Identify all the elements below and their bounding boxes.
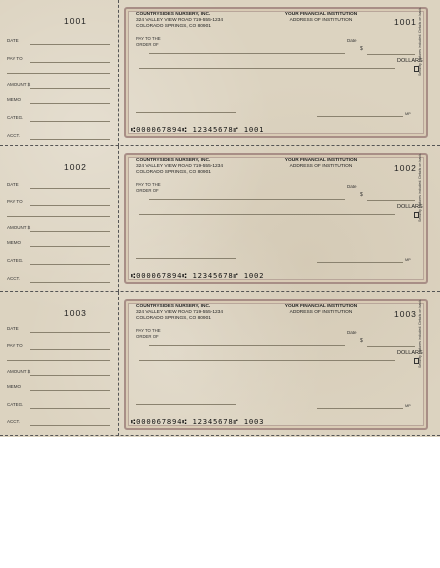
payee-line [149, 53, 345, 54]
dollars-label: DOLLARS [397, 204, 423, 210]
bank-block [271, 158, 371, 170]
perforation-vertical [118, 292, 119, 436]
micr-line: ⑆000067894⑆ 12345678⑈ 1001 [131, 125, 265, 134]
date-label: Date [347, 330, 357, 335]
stub-check-number: 1003 [64, 308, 87, 318]
dollar-sign: $ [360, 46, 363, 52]
bank-block [271, 12, 371, 24]
dollar-sign: $ [360, 338, 363, 344]
stub-memo-label: MEMO [7, 240, 21, 245]
dollars-label: DOLLARS [397, 350, 423, 356]
memo-line [136, 258, 236, 259]
company-address: 324 VALLEY VIEW ROAD 719-555-1234 [136, 18, 224, 23]
memo-line [136, 404, 236, 405]
stub-amount-line [30, 88, 110, 89]
micr-line: ⑆000067894⑆ 12345678⑈ 1003 [131, 417, 265, 426]
security-note: Security features included. Details on back. [418, 7, 422, 76]
mp-label: MP [405, 258, 411, 262]
dollar-sign: $ [360, 192, 363, 198]
company-name: COUNTRYSIDES NURSERY, INC. [136, 158, 211, 163]
stub-date-label: DATE [7, 38, 19, 43]
written-amount-line [139, 68, 395, 69]
stub-amount-label: AMOUNT $ [7, 225, 31, 230]
stub-categ-line [30, 121, 110, 122]
perforation-vertical [118, 146, 119, 292]
stub-check-number: 1001 [64, 16, 87, 26]
written-amount-line [139, 360, 395, 361]
stub-amount-label: AMOUNT $ [7, 369, 31, 374]
company-block [136, 304, 256, 322]
stub-payto-line [30, 62, 110, 63]
stub-acct-label: ACCT. [7, 276, 21, 281]
stub-date-label: DATE [7, 326, 19, 331]
bank-address: ADDRESS OF INSTITUTION [289, 18, 353, 23]
stub-line [7, 216, 110, 217]
stub-amount-line [30, 231, 110, 232]
stub-payto-label: PAY TO [7, 343, 23, 348]
company-city: COLORADO SPRINGS, CO 80901 [136, 170, 211, 175]
perforation-vertical [118, 0, 119, 146]
stub-line [7, 73, 110, 74]
bank-block [271, 304, 371, 316]
check-number: 1001 [394, 17, 417, 27]
check [121, 150, 431, 287]
check-row [0, 146, 440, 292]
stub-memo-label: MEMO [7, 97, 21, 102]
dollars-label: DOLLARS [397, 58, 423, 64]
stub-check-number: 1002 [64, 162, 87, 172]
signature-line [317, 116, 403, 117]
check-row [0, 0, 440, 146]
check [121, 296, 431, 433]
mp-label: MP [405, 404, 411, 408]
company-address: 324 VALLEY VIEW ROAD 719-555-1234 [136, 164, 224, 169]
memo-line [136, 112, 236, 113]
stub-categ-line [30, 264, 110, 265]
stub-acct-label: ACCT. [7, 133, 21, 138]
amount-box [367, 338, 415, 347]
perforation-horizontal [0, 435, 440, 436]
written-amount-line [139, 214, 395, 215]
date-label: Date [347, 184, 357, 189]
check-stub [0, 292, 118, 438]
payto-label: PAY TO THE ORDER OF [136, 182, 161, 193]
bank-address: ADDRESS OF INSTITUTION [289, 164, 353, 169]
company-city: COLORADO SPRINGS, CO 80901 [136, 24, 211, 29]
payee-line [149, 199, 345, 200]
stub-payto-label: PAY TO [7, 56, 23, 61]
stub-memo-label: MEMO [7, 384, 21, 389]
stub-payto-line [30, 349, 110, 350]
company-name: COUNTRYSIDES NURSERY, INC. [136, 12, 211, 17]
stub-categ-line [30, 408, 110, 409]
date-label: Date [347, 38, 357, 43]
company-block [136, 158, 256, 176]
stub-acct-label: ACCT. [7, 419, 21, 424]
stub-line [7, 360, 110, 361]
check-stub [0, 0, 118, 146]
stub-acct-line [30, 425, 110, 426]
stub-memo-line [30, 246, 110, 247]
stub-memo-line [30, 103, 110, 104]
company-block [136, 12, 256, 30]
check-number: 1002 [394, 163, 417, 173]
stub-date-line [30, 44, 110, 45]
payee-line [149, 345, 345, 346]
stub-categ-label: CATEG. [7, 402, 24, 407]
mp-label: MP [405, 112, 411, 116]
check-row [0, 292, 440, 438]
check [121, 4, 431, 141]
bank-name: YOUR FINANCIAL INSTITUTION [284, 304, 358, 309]
stub-amount-line [30, 375, 110, 376]
stub-categ-label: CATEG. [7, 115, 24, 120]
bank-address: ADDRESS OF INSTITUTION [289, 310, 353, 315]
bank-name: YOUR FINANCIAL INSTITUTION [284, 158, 358, 163]
signature-line [317, 262, 403, 263]
stub-payto-label: PAY TO [7, 199, 23, 204]
stub-categ-label: CATEG. [7, 258, 24, 263]
company-name: COUNTRYSIDES NURSERY, INC. [136, 304, 211, 309]
stub-date-line [30, 188, 110, 189]
stub-date-label: DATE [7, 182, 19, 187]
stub-memo-line [30, 390, 110, 391]
signature-line [317, 408, 403, 409]
company-address: 324 VALLEY VIEW ROAD 719-555-1234 [136, 310, 224, 315]
blank-area [0, 437, 440, 568]
check-number: 1003 [394, 309, 417, 319]
stub-acct-line [30, 282, 110, 283]
amount-box [367, 46, 415, 55]
security-note: Security features included. Details on back. [418, 299, 422, 368]
security-note: Security features included. Details on back. [418, 153, 422, 222]
stub-acct-line [30, 139, 110, 140]
payto-label: PAY TO THE ORDER OF [136, 328, 161, 339]
stub-date-line [30, 332, 110, 333]
stub-amount-label: AMOUNT $ [7, 82, 31, 87]
stub-payto-line [30, 205, 110, 206]
bank-name: YOUR FINANCIAL INSTITUTION [284, 12, 358, 17]
amount-box [367, 192, 415, 201]
micr-line: ⑆000067894⑆ 12345678⑈ 1002 [131, 271, 265, 280]
check-stub [0, 146, 118, 292]
company-city: COLORADO SPRINGS, CO 80901 [136, 316, 211, 321]
payto-label: PAY TO THE ORDER OF [136, 36, 161, 47]
